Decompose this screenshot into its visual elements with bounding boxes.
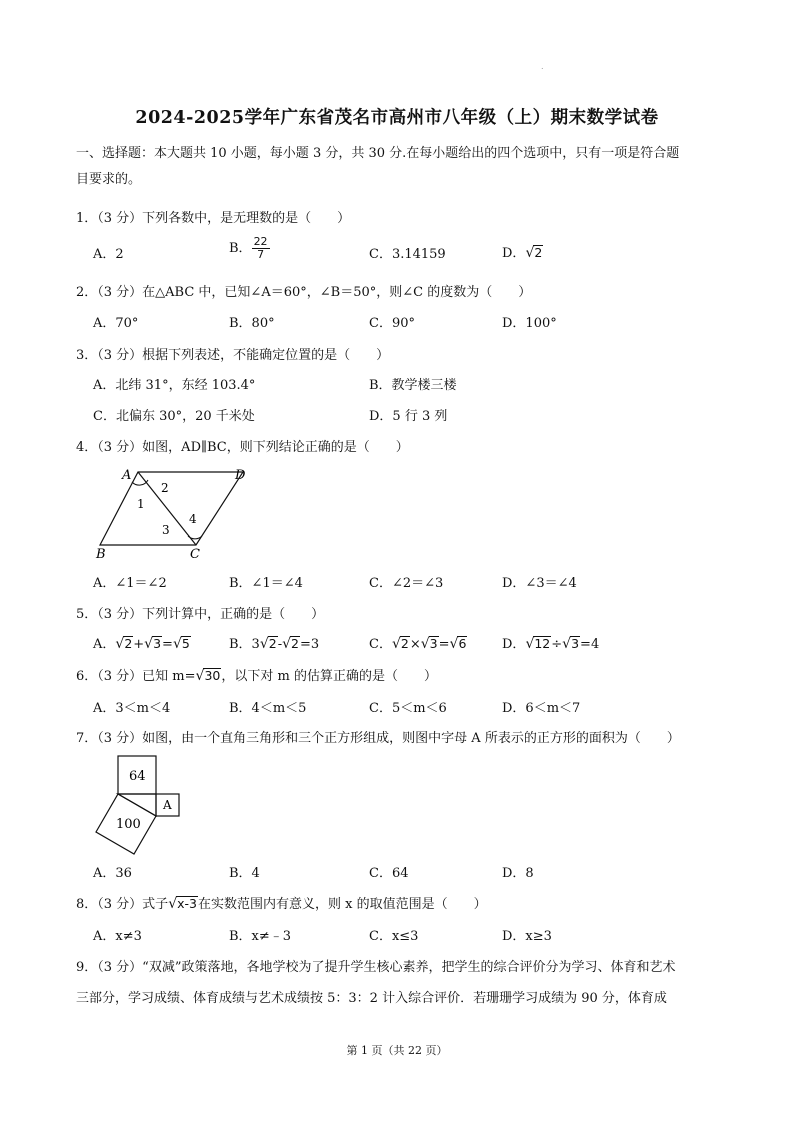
question-1-stem: 1．（3 分）下列各数中，是无理数的是（ ） <box>76 211 351 226</box>
q2-option-b: B．80° <box>229 316 275 331</box>
q5-c-label: C． <box>369 637 392 652</box>
q4-label-D: D <box>235 468 246 483</box>
q4-label-A: A <box>122 468 132 483</box>
q8-option-b: B．x≠﹣3 <box>229 929 292 944</box>
q7-label-top: 64 <box>129 769 146 784</box>
q5-d-radicand-2: 3 <box>571 636 580 651</box>
question-9-line-2: 三部分，学习成绩、体育成绩与艺术成绩按 5：3：2 计入综合评价．若珊珊学习成绩为 90 分，体育成 <box>76 991 667 1006</box>
q1-d-radicand: 2 <box>534 245 543 260</box>
question-7-stem: 7．（3 分）如图，由一个直角三角形和三个正方形组成，则图中字母 A 所表示的正方形的面积为（ ） <box>76 731 680 746</box>
q7-squares-figure <box>90 752 190 862</box>
q1-b-numerator: 22 <box>253 235 268 248</box>
q6-radicand: 30 <box>204 668 221 683</box>
q5-b-operator: - <box>277 637 283 652</box>
q1-option-b-label: B． <box>229 241 252 256</box>
q4-option-d: D．∠3＝∠4 <box>502 576 577 591</box>
q8-radicand: x-3 <box>177 896 197 911</box>
q1-option-b <box>229 236 270 261</box>
q3-option-d: D．5 行 3 列 <box>369 409 448 424</box>
q5-option-d: D．√12÷√3=4 <box>502 636 600 652</box>
q4-label-1: 1 <box>137 497 145 511</box>
q5-a-equals: = <box>162 637 173 652</box>
q5-d-operator: ÷ <box>551 637 563 652</box>
question-6-stem: 6．（3 分）已知 m=√30，以下对 m 的估算正确的是（ ） <box>76 668 437 684</box>
q5-b-radicand-1: 2 <box>268 636 277 651</box>
q1-option-b-fraction <box>252 236 270 261</box>
q5-c-radicand-1: 2 <box>400 636 409 651</box>
q4-option-c: C．∠2＝∠3 <box>369 576 444 591</box>
q5-a-radicand-3: 5 <box>181 636 190 651</box>
q4-option-b: B．∠1＝∠4 <box>229 576 303 591</box>
q2-option-a: A．70° <box>93 316 139 331</box>
q5-c-radicand-3: 6 <box>458 636 467 651</box>
q5-c-operator: × <box>409 637 421 652</box>
q1-option-c: C．3.14159 <box>369 247 446 262</box>
q1-option-a: A．2 <box>93 247 124 262</box>
q3-option-a: A．北纬 31°，东经 103.4° <box>93 378 256 393</box>
q8-option-a: A．x≠3 <box>93 929 142 944</box>
q8-stem-pre: 8．（3 分）式子 <box>76 897 169 912</box>
q1-b-denominator: 7 <box>257 248 265 261</box>
q5-b-label: B．3 <box>229 637 260 652</box>
q4-label-B: B <box>96 547 106 562</box>
q4-option-a: A．∠1＝∠2 <box>93 576 167 591</box>
q1-option-d: D．√2 <box>502 245 543 261</box>
q5-a-radicand-1: 2 <box>124 636 133 651</box>
q5-b-equals: =3 <box>299 637 320 652</box>
question-3-stem: 3．（3 分）根据下列表述，不能确定位置的是（ ） <box>76 348 390 363</box>
q7-label-left: 100 <box>116 817 141 832</box>
question-5-stem: 5．（3 分）下列计算中，正确的是（ ） <box>76 607 325 622</box>
q2-option-c: C．90° <box>369 316 415 331</box>
q5-d-radicand-1: 12 <box>534 636 551 651</box>
q7-label-right: A <box>163 798 172 812</box>
q5-a-radicand-2: 3 <box>153 636 162 651</box>
section-heading-line-1: 一、选择题：本大题共 10 小题，每小题 3 分，共 30 分.在每小题给出的四个选项中，只有一项是符合题 <box>76 146 680 161</box>
q7-option-c: C．64 <box>369 866 409 881</box>
q5-a-label: A． <box>93 637 116 652</box>
q1-option-d-label: D． <box>502 246 526 261</box>
q5-d-equals: =4 <box>580 637 600 652</box>
q8-stem-post: 在实数范围内有意义，则 x 的取值范围是（ ） <box>197 897 487 912</box>
q6-stem-pre: 6．（3 分）已知 m= <box>76 669 196 684</box>
q5-c-equals: = <box>438 637 450 652</box>
q6-option-d: D．6＜m＜7 <box>502 701 581 716</box>
q8-option-d: D．x≥3 <box>502 929 552 944</box>
page-footer: 第 1 页（共 22 页） <box>346 1044 448 1057</box>
q4-label-4: 4 <box>189 512 197 526</box>
question-9-line-1: 9．（3 分）“双减”政策落地，各地学校为了提升学生核心素养，把学生的综合评价分为学习、体育和艺术 <box>76 960 676 975</box>
q4-label-3: 3 <box>162 523 170 537</box>
q5-c-radicand-2: 3 <box>429 636 438 651</box>
q3-option-c: C．北偏东 30°，20 千米处 <box>93 409 255 424</box>
page-title: 2024-2025学年广东省茂名市高州市八年级（上）期末数学试卷 <box>135 108 659 128</box>
q5-b-radicand-2: 2 <box>291 636 299 651</box>
q6-stem-post: ，以下对 m 的估算正确的是（ ） <box>221 669 437 684</box>
q6-option-a: A．3＜m＜4 <box>93 701 171 716</box>
q4-label-C: C <box>190 547 200 562</box>
q5-d-label: D． <box>502 637 526 652</box>
q7-option-a: A．36 <box>93 866 132 881</box>
q7-option-d: D．8 <box>502 866 534 881</box>
q5-option-a: A．√2+√3=√5 <box>93 636 190 652</box>
q5-a-operator: + <box>133 637 145 652</box>
question-2-stem: 2．（3 分）在△ABC 中，已知∠A＝60°，∠B＝50°，则∠C 的度数为（ ） <box>76 285 532 300</box>
q8-option-c: C．x≤3 <box>369 929 419 944</box>
q7-option-b: B．4 <box>229 866 260 881</box>
q5-option-c: C．√2×√3=√6 <box>369 636 467 652</box>
q6-option-b: B．4＜m＜5 <box>229 701 307 716</box>
q6-option-c: C．5＜m＜6 <box>369 701 447 716</box>
section-heading <box>76 141 726 193</box>
question-4-stem: 4．（3 分）如图，AD∥BC，则下列结论正确的是（ ） <box>76 440 409 455</box>
question-8-stem: 8．（3 分）式子√x-3在实数范围内有意义，则 x 的取值范围是（ ） <box>76 896 487 912</box>
q4-label-2: 2 <box>161 481 169 495</box>
q2-option-d: D．100° <box>502 316 557 331</box>
section-heading-line-2: 目要求的。 <box>76 172 142 187</box>
q3-option-b: B．教学楼三楼 <box>369 378 457 393</box>
header-dot: . <box>541 62 544 71</box>
q4-parallelogram-figure <box>90 462 260 562</box>
q5-option-b: B．3√2-√2=3 <box>229 636 320 652</box>
